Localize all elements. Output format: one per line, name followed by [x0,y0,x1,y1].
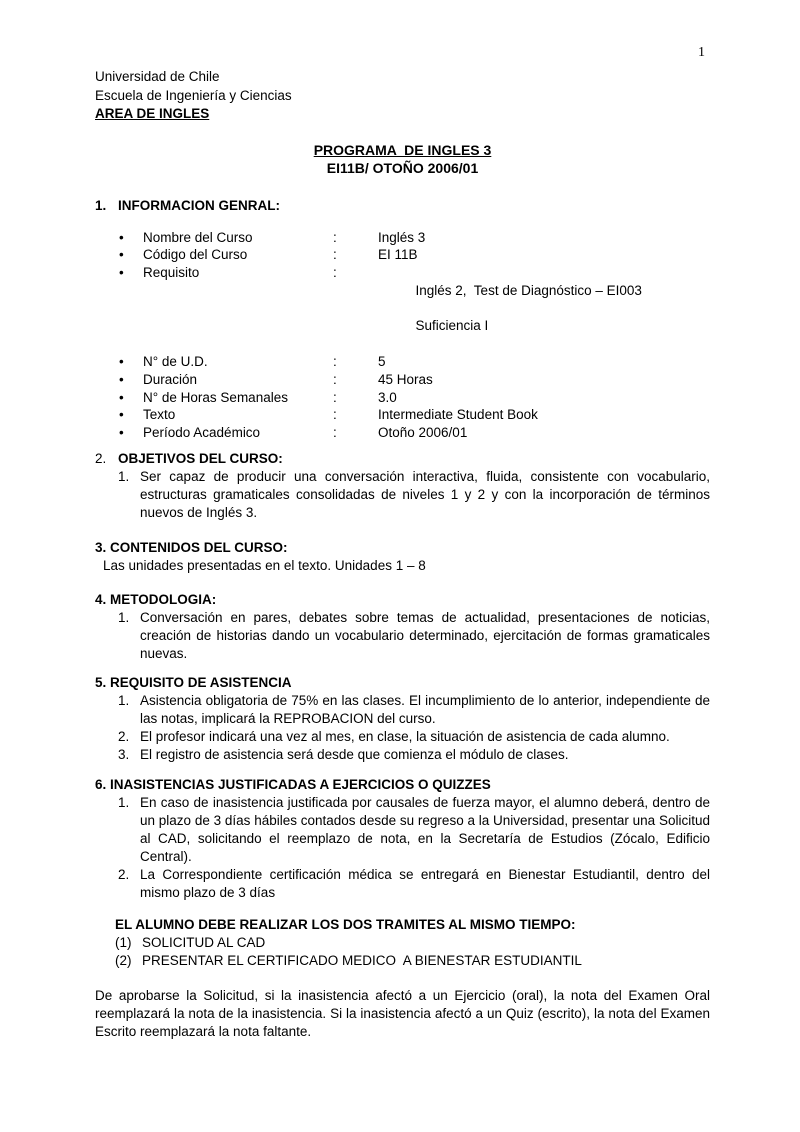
item-text: El profesor indicará una vez al mes, en clase, la situación de asistencia de cada alumno. [140,729,670,745]
info-separator: : [333,247,337,263]
section-heading-metodologia: 4. METODOLOGIA: [95,592,217,608]
info-separator: : [333,407,337,423]
list-item [95,389,710,407]
section-heading-inasistencias: 6. INASISTENCIAS JUSTIFICADAS A EJERCICIOS O QUIZZES [95,777,491,793]
section-number: 2. [95,451,107,467]
info-value: Otoño 2006/01 [378,425,468,441]
contenidos-body: Las unidades presentadas en el texto. Unidades 1 – 8 [103,558,426,574]
list-item [95,371,710,389]
info-label: Código del Curso [143,247,248,263]
item-number: (2) [115,953,132,969]
bullet-icon: • [119,389,124,405]
bullet-icon: • [119,265,124,281]
document-content [95,0,710,1041]
area-heading: AREA DE INGLES [95,106,210,121]
list-item [95,692,710,728]
item-number: 1. [118,469,130,485]
item-text: El registro de asistencia será desde que comienza el módulo de clases. [140,747,569,763]
bullet-icon: • [119,354,124,370]
info-value-line1: Inglés 2, Test de Diagnóstico – EI003 [415,282,642,298]
info-value: 5 [378,354,386,370]
list-item [115,952,710,970]
item-text: Asistencia obligatoria de 75% en las clases. El incumplimiento de lo anterior, independiente de las notas, implicará la REPROBACION del curso. [140,693,710,727]
info-value: EI 11B [378,247,418,263]
list-item [95,353,710,371]
item-number: 1. [118,795,130,811]
section-number: 1. [95,197,107,213]
item-number: 1. [118,610,130,626]
item-text: SOLICITUD AL CAD [142,935,266,951]
asistencia-list [95,692,710,764]
course-info-list [95,229,710,443]
document-title: PROGRAMA DE INGLES 3 [313,141,492,158]
item-number: 2. [118,867,130,883]
item-text: Conversación en pares, debates sobre temas de actualidad, presentaciones de noticias, creación de historias dando un vocabulario determinado, ejercitación de formas gramaticales nuevas. [140,610,710,662]
school-name: Escuela de Ingeniería y Ciencias [95,87,292,103]
list-item [95,609,710,663]
info-label: Texto [143,407,176,423]
list-item [95,406,710,424]
bullet-icon: • [119,407,124,423]
item-text: La Correspondiente certificación médica se entregará en Bienestar Estudiantil, dentro del mismo plazo de 3 días [140,867,710,901]
bullet-icon: • [119,425,124,441]
list-item [95,468,710,522]
info-separator: : [333,389,337,405]
info-label: Nombre del Curso [143,229,253,245]
item-text: PRESENTAR EL CERTIFICADO MEDICO A BIENESTAR ESTUDIANTIL [142,953,582,969]
info-label: N° de U.D. [143,354,208,370]
info-separator: : [333,371,337,387]
item-number: 3. [118,747,130,763]
objetivos-list [95,468,710,522]
list-item [95,246,710,264]
item-number: 2. [118,729,130,745]
section-title: OBJETIVOS DEL CURSO: [118,451,283,467]
letterhead [95,0,710,124]
list-item [95,424,710,442]
info-label: Requisito [143,265,200,281]
list-item [95,866,710,902]
section-heading-asistencia: 5. REQUISITO DE ASISTENCIA [95,675,292,691]
info-label: N° de Horas Semanales [143,389,288,405]
title-block [95,141,710,177]
item-text: Ser capaz de producir una conversación interactiva, fluida, consistente con vocabulario, estructuras gramaticales consolidadas de niveles 1 y 2 y con la incorporación de términos nuevos de Inglés 3. [140,469,710,521]
section-heading-informacion [95,197,710,215]
page-number: 1 [698,45,705,60]
info-value: Inglés 3 [378,229,426,245]
info-separator: : [333,425,337,441]
bullet-icon: • [119,229,124,245]
item-text: En caso de inasistencia justificada por causales de fuerza mayor, el alumno deberá, dentro de un plazo de 3 días hábiles contados desde su regreso a la Universidad, presentar una Solicitud al CAD, solicitando el reemplazo de nota, en la Secretaría de Estudios (Zócalo, Edificio Central). [140,795,710,865]
metodologia-list [95,609,710,663]
info-separator: : [333,265,337,281]
university-name: Universidad de Chile [95,69,220,84]
info-value: Intermediate Student Book [378,407,538,423]
section-heading-contenidos: 3. CONTENIDOS DEL CURSO: [95,540,288,556]
list-item [95,794,710,866]
info-separator: : [333,354,337,370]
list-item [95,229,710,247]
list-item [95,728,710,746]
info-separator: : [333,229,337,245]
document-subtitle: EI11B/ OTOÑO 2006/01 [326,159,479,176]
info-value: 3.0 [378,389,397,405]
tramites-heading: EL ALUMNO DEBE REALIZAR LOS DOS TRAMITES AL MISMO TIEMPO: [115,917,576,933]
tramites-block [95,916,710,970]
bullet-icon: • [119,247,124,263]
list-item [115,934,710,952]
list-item [95,746,710,764]
info-value [378,264,710,353]
inasistencias-list [95,794,710,902]
closing-paragraph: De aprobarse la Solicitud, si la inasistencia afectó a un Ejercicio (oral), la nota del Examen Oral reemplazará la nota de la inasistencia. Si la inasistencia afectó a un Quiz (escrito), la nota del Examen Escrito reemplazará la nota faltante. [95,988,710,1040]
section-title: INFORMACION GENRAL: [118,197,280,213]
info-value: 45 Horas [378,371,433,387]
item-number: 1. [118,693,130,709]
bullet-icon: • [119,371,124,387]
info-label: Duración [143,371,198,387]
info-value-line2: Suficiencia I [415,318,489,334]
item-number: (1) [115,935,132,951]
section-heading-objetivos [95,450,710,468]
list-item [95,264,710,353]
info-label: Período Académico [143,425,261,441]
